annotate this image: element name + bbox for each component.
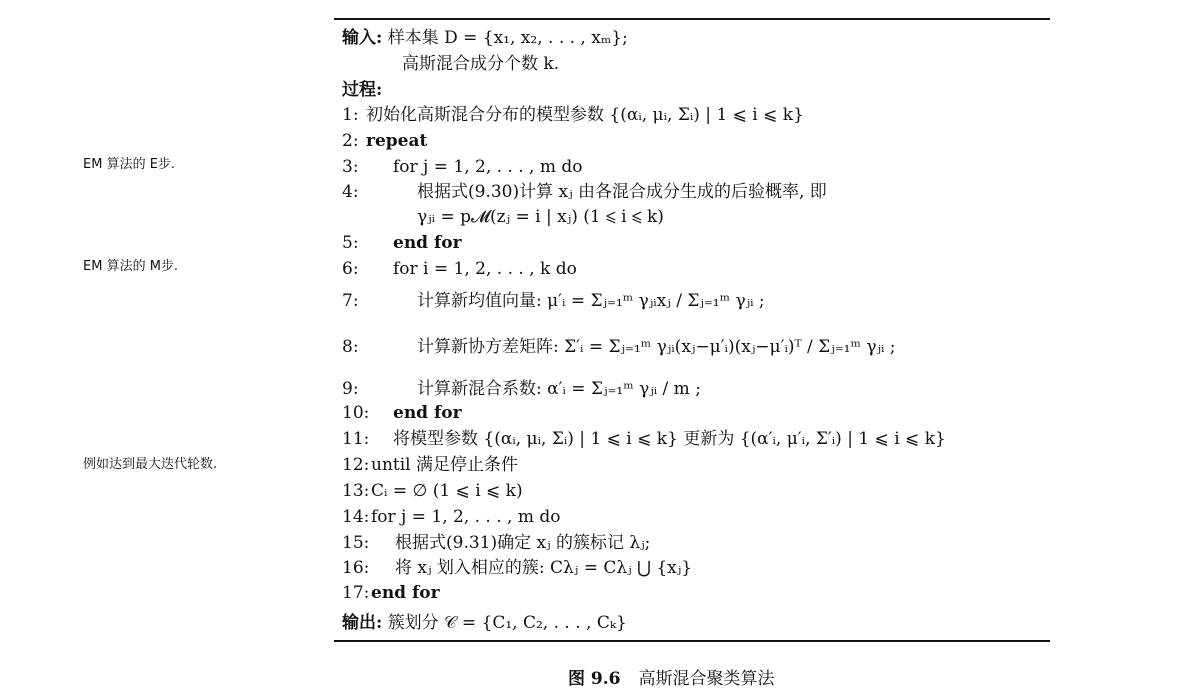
step-line (342, 290, 765, 312)
step-line (342, 480, 523, 502)
step-line (342, 532, 650, 554)
step-number: 8: (342, 337, 359, 357)
step-line (342, 582, 440, 604)
step-text: end for (393, 233, 462, 253)
step-number: 1: (342, 105, 359, 125)
figure-title: 高斯混合聚类算法 (638, 669, 775, 689)
step-number: 11: (342, 429, 370, 449)
step-text: 将模型参数 {(αᵢ, μᵢ, Σᵢ) | 1 ⩽ i ⩽ k} 更新为 {(α′ᵢ, μ′ᵢ, Σ′ᵢ) | 1 ⩽ i ⩽ k} (393, 429, 946, 449)
step-number: 3: (342, 157, 359, 177)
step-line (342, 428, 946, 450)
step-number: 17: (342, 583, 370, 603)
step-text: 计算新混合系数: α′ᵢ = Σⱼ₌₁ᵐ γⱼᵢ / m ; (417, 379, 701, 399)
step-line (342, 454, 518, 476)
top-rule (334, 18, 1050, 20)
step-number: 13: (342, 481, 370, 501)
step-line (342, 378, 701, 400)
step-text: for j = 1, 2, . . . , m do (393, 157, 583, 177)
step-number: 15: (342, 533, 370, 553)
step-text: for j = 1, 2, . . . , m do (371, 507, 561, 527)
step-line (342, 402, 462, 424)
step-line (342, 181, 827, 203)
step-line (342, 506, 561, 528)
step-line (342, 336, 896, 358)
input-line-2: 高斯混合成分个数 k. (402, 54, 560, 74)
figure-number: 图 9.6 (568, 669, 621, 689)
step-line (342, 156, 583, 178)
bottom-rule (334, 640, 1050, 642)
step-text: for i = 1, 2, . . . , k do (393, 259, 577, 279)
margin-note-m-step: EM 算法的 M步. (83, 259, 179, 274)
step-number: 5: (342, 233, 359, 253)
step-number: 6: (342, 259, 359, 279)
step-line (342, 104, 804, 126)
step-text: until 满足停止条件 (371, 455, 519, 475)
input-text-1: 样本集 D = {x₁, x₂, . . . , xₘ}; (387, 28, 628, 48)
step-line (342, 232, 462, 254)
step-text: repeat (366, 131, 428, 151)
step-number: 7: (342, 291, 359, 311)
step-line (342, 130, 427, 152)
step-line (342, 258, 577, 280)
step-line (342, 557, 692, 579)
output-label: 输出: (342, 613, 383, 633)
step-text: end for (393, 403, 462, 423)
step-number: 2: (342, 131, 359, 151)
process-label: 过程: (342, 80, 383, 100)
step-number: 10: (342, 403, 370, 423)
margin-note-stop: 例如达到最大迭代轮数. (83, 457, 218, 472)
step-text: 将 xⱼ 划入相应的簇: Cλⱼ = Cλⱼ ⋃ {xⱼ} (395, 558, 693, 578)
output-text: 簇划分 𝒞 = {C₁, C₂, . . . , Cₖ} (387, 613, 627, 633)
step-number: 4: (342, 182, 359, 202)
step-text: 计算新均值向量: μ′ᵢ = Σⱼ₌₁ᵐ γⱼᵢxⱼ / Σⱼ₌₁ᵐ γⱼᵢ ; (417, 291, 765, 311)
step-text: 根据式(9.30)计算 xⱼ 由各混合成分生成的后验概率, 即 (417, 182, 827, 202)
step-text: 计算新协方差矩阵: Σ′ᵢ = Σⱼ₌₁ᵐ γⱼᵢ(xⱼ−μ′ᵢ)(xⱼ−μ′ᵢ)ᵀ / Σⱼ₌₁ᵐ γⱼᵢ ; (417, 337, 896, 357)
step-number: 16: (342, 558, 370, 578)
step-number: 14: (342, 507, 370, 527)
step-text: Cᵢ = ∅ (1 ⩽ i ⩽ k) (371, 481, 523, 501)
input-line (342, 27, 628, 49)
input-label: 输入: (342, 28, 383, 48)
step-text: end for (371, 583, 440, 603)
step-number: 9: (342, 379, 359, 399)
output-line (342, 612, 627, 634)
step-text: 根据式(9.31)确定 xⱼ 的簇标记 λⱼ; (395, 533, 651, 553)
step-text: γⱼᵢ = p𝓜(zⱼ = i | xⱼ) (1 ⩽ i ⩽ k) (417, 207, 664, 227)
step-number: 12: (342, 455, 370, 475)
margin-note-e-step: EM 算法的 E步. (83, 157, 176, 172)
step-line (342, 206, 664, 228)
step-text: 初始化高斯混合分布的模型参数 {(αᵢ, μᵢ, Σᵢ) | 1 ⩽ i ⩽ k} (366, 105, 804, 125)
figure-caption (568, 664, 775, 689)
